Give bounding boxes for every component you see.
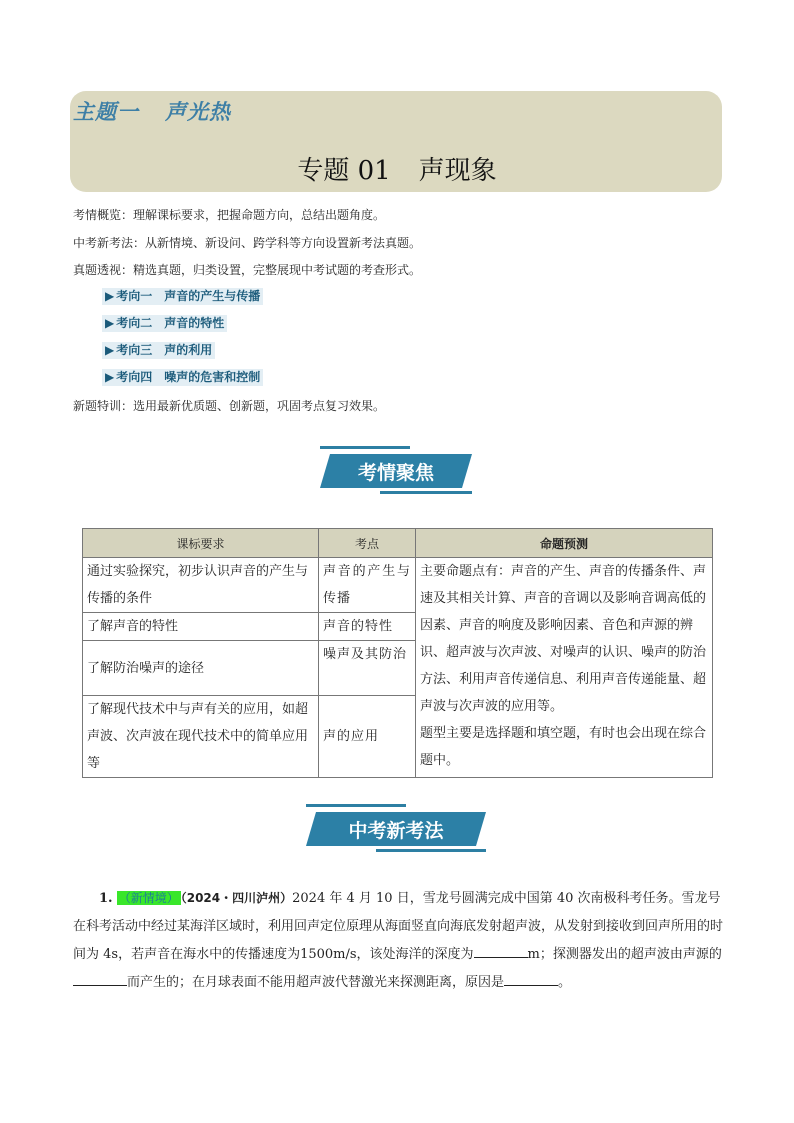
theme-title [73,96,257,126]
triangle-icon: ▶ [105,343,115,357]
direction-link-1[interactable]: ▶ 考向一 声音的产生与传播 [102,288,263,305]
section-title: 中考新考法 [348,819,444,842]
intro-line-1: 考情概览：理解课标要求，把握命题方向，总结出题角度。 [73,208,386,222]
intro-line-2: 中考新考法：从新情境、新设问、跨学科等方向设置新考法真题。 [73,236,422,250]
topic-number: 专题 01 [297,156,391,186]
topic-title [0,150,794,187]
triangle-icon: ▶ [105,370,115,384]
table-header: 课标要求 [83,529,319,558]
triangle-icon: ▶ [105,316,115,330]
prediction-cell: 主要命题点有：声音的产生、声音的传播条件、声速及其相关计算、声音的音调以及影响音调高低的因素、声音的响度及影响因素、音色和声源的辨识、超声波与次声波、对噪声的认识、噪声的防治方法、利用声音传递信息、利用声音传递能量、超声波与次声波的应用等。 题型主要是选择题和填空题，有时也会出现在综合题中。 [416,558,713,778]
intro-line-4: 新题特训：选用最新优质题、创新题，巩固考点复习效果。 [73,399,386,413]
question-tag: （新情境） [118,891,179,905]
table-row: 通过实验探究，初步认识声音的产生与传播的条件 声音的产生与传播 主要命题点有：声音的产生、声音的传播条件、声速及其相关计算、声音的音调以及影响音调高低的因素、声音的响度及影响因素、音色和声源的辨识、超声波与次声波、对噪声的认识、噪声的防治方法、利用声音传递信息、利用声音传递能量、超声波与次声波的应用等。 题型主要是选择题和填空题，有时也会出现在综合题中。 [83,558,713,613]
table-header: 命题预测 [416,529,713,558]
table-header: 考点 [319,529,416,558]
curriculum-table [82,528,713,778]
answer-blank-3[interactable] [504,971,558,986]
question-source: （2024・四川泸州） [180,891,293,905]
question-1: 1. （新情境） （2024・四川泸州）2024 年 4 月 10 日，雪龙号圆满完成中国第 40 次南极科考任务。雪龙号在科考活动中经过某海洋区域时，利用回声定位原理从海面竖直向海底发射超声波，从发射到接收到回声所用的时间为 4s，若声音在海水中的传播速度为1500m/s，该处海洋的深度为 m；探测器发出的超声波由声源的而产生的；在月球表面不能用超声波代替激光来探测距离，原因是 。 [73,891,724,990]
answer-blank-2[interactable] [73,971,127,986]
theme-prefix: 主题一 [73,100,139,124]
section-heading-1 [320,446,472,494]
section-title: 考情聚焦 [357,461,434,484]
answer-blank-1[interactable] [474,943,528,958]
triangle-icon: ▶ [105,289,115,303]
question-number: 1. [99,891,113,906]
intro-line-3: 真题透视：精选真题，归类设置，完整展现中考试题的考查形式。 [73,263,422,277]
theme-name: 声光热 [165,100,231,124]
table-row: 了解现代技术中与声有关的应用，如超声波、次声波在现代技术中的简单应用等 声的应用 [83,696,713,778]
table-row: 了解防治噪声的途径 噪声及其防治 [83,641,713,696]
section-heading-2 [306,804,486,852]
topic-name: 声现象 [418,156,497,186]
direction-link-3[interactable]: ▶ 考向三 声的利用 [102,342,215,359]
direction-link-2[interactable]: ▶ 考向二 声音的特性 [102,315,227,332]
table-row: 了解声音的特性 声音的特性 [83,613,713,641]
direction-link-4[interactable]: ▶ 考向四 噪声的危害和控制 [102,369,263,386]
